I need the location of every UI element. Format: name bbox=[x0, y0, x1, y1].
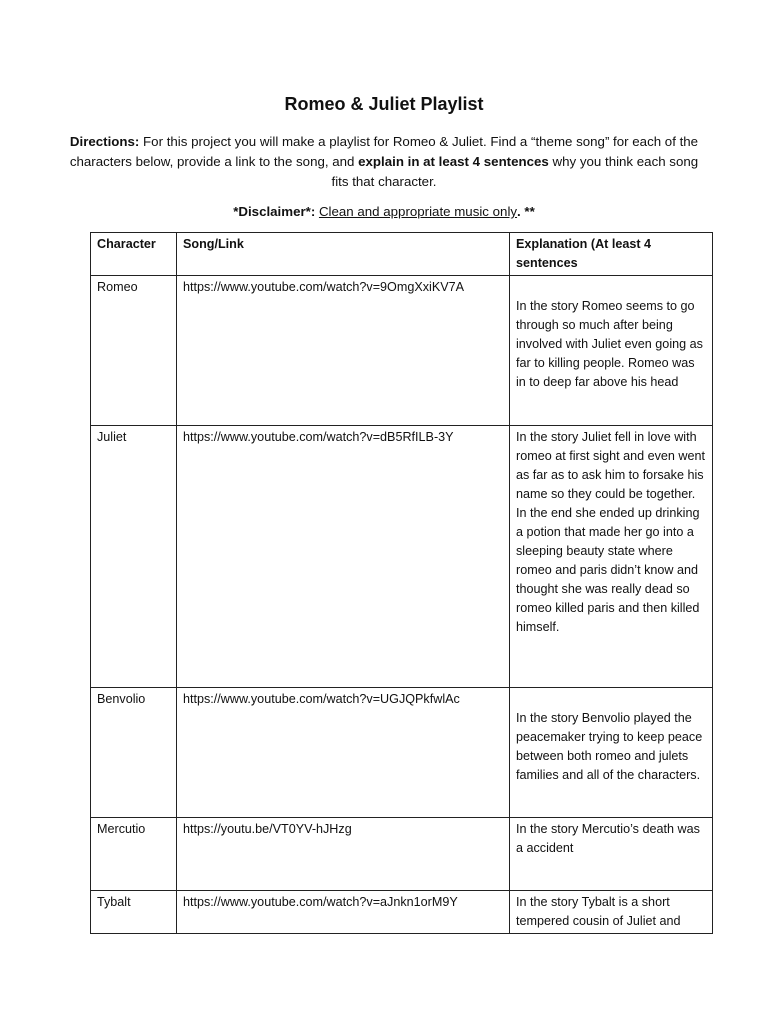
directions-label: Directions: bbox=[69, 134, 140, 149]
song-link[interactable]: https://www.youtube.com/watch?v=aJnkn1orM9Y bbox=[177, 891, 510, 934]
explanation-cell bbox=[510, 688, 713, 818]
character-cell: Tybalt bbox=[91, 891, 177, 934]
character-cell: Romeo bbox=[91, 276, 177, 426]
table-row bbox=[91, 426, 713, 688]
disclaimer-underlined: Clean and appropriate music only bbox=[318, 204, 518, 219]
directions-text-1: For this project you will make a playlist for Romeo & Juliet. Find a “theme song” for each of the characters below, provide a link to the song, and bbox=[69, 134, 699, 169]
explanation-text: In the story Mercutio’s death was a accident bbox=[516, 822, 700, 855]
song-link[interactable]: https://www.youtube.com/watch?v=dB5RfILB-3Y bbox=[177, 426, 510, 688]
header-song-link: Song/Link bbox=[177, 233, 510, 276]
character-cell: Mercutio bbox=[91, 818, 177, 891]
explanation-cell bbox=[510, 818, 713, 891]
explanation-text: In the story Romeo seems to go through so much after being involved with Juliet even going as far to killing people. Romeo was in to deep far above his head bbox=[516, 299, 703, 389]
disclaimer-label: *Disclaimer*: bbox=[233, 204, 316, 219]
header-explanation: Explanation (At least 4 sentences bbox=[510, 233, 713, 276]
disclaimer-suffix: . ** bbox=[517, 204, 535, 219]
explanation-text: In the story Benvolio played the peacemaker trying to keep peace between both romeo and julets families and all of the characters. bbox=[516, 711, 703, 782]
explanation-cell bbox=[510, 276, 713, 426]
explanation-cell bbox=[510, 891, 713, 934]
directions-emphasis: explain in at least 4 sentences bbox=[358, 154, 549, 169]
explanation-text: In the story Tybalt is a short tempered cousin of Juliet and bbox=[516, 895, 681, 928]
table-row bbox=[91, 891, 713, 934]
table-row bbox=[91, 818, 713, 891]
table-row bbox=[91, 688, 713, 818]
song-link[interactable]: https://www.youtube.com/watch?v=UGJQPkfwlAc bbox=[177, 688, 510, 818]
character-cell: Benvolio bbox=[91, 688, 177, 818]
table-row bbox=[91, 276, 713, 426]
explanation-text: In the story Juliet fell in love with romeo at first sight and even went as far as to ask him to forsake his name so they could be together. In the end she ended up drinking a potion that made her go into a sleeping beauty state where romeo and paris didn’t know and thought she was really dead so romeo killed paris and then killed himself. bbox=[516, 430, 706, 634]
playlist-table bbox=[90, 232, 713, 934]
directions-text-2: why you think each song fits that character. bbox=[331, 154, 699, 189]
song-link[interactable]: https://www.youtube.com/watch?v=9OmgXxiKV7A bbox=[177, 276, 510, 426]
song-link[interactable]: https://youtu.be/VT0YV-hJHzg bbox=[177, 818, 510, 891]
document-title: Romeo & Juliet Playlist bbox=[284, 94, 484, 114]
explanation-cell bbox=[510, 426, 713, 688]
disclaimer-line bbox=[0, 202, 768, 222]
character-cell: Juliet bbox=[91, 426, 177, 688]
table-header-row bbox=[91, 233, 713, 276]
directions-paragraph bbox=[60, 132, 708, 192]
header-character: Character bbox=[91, 233, 177, 276]
